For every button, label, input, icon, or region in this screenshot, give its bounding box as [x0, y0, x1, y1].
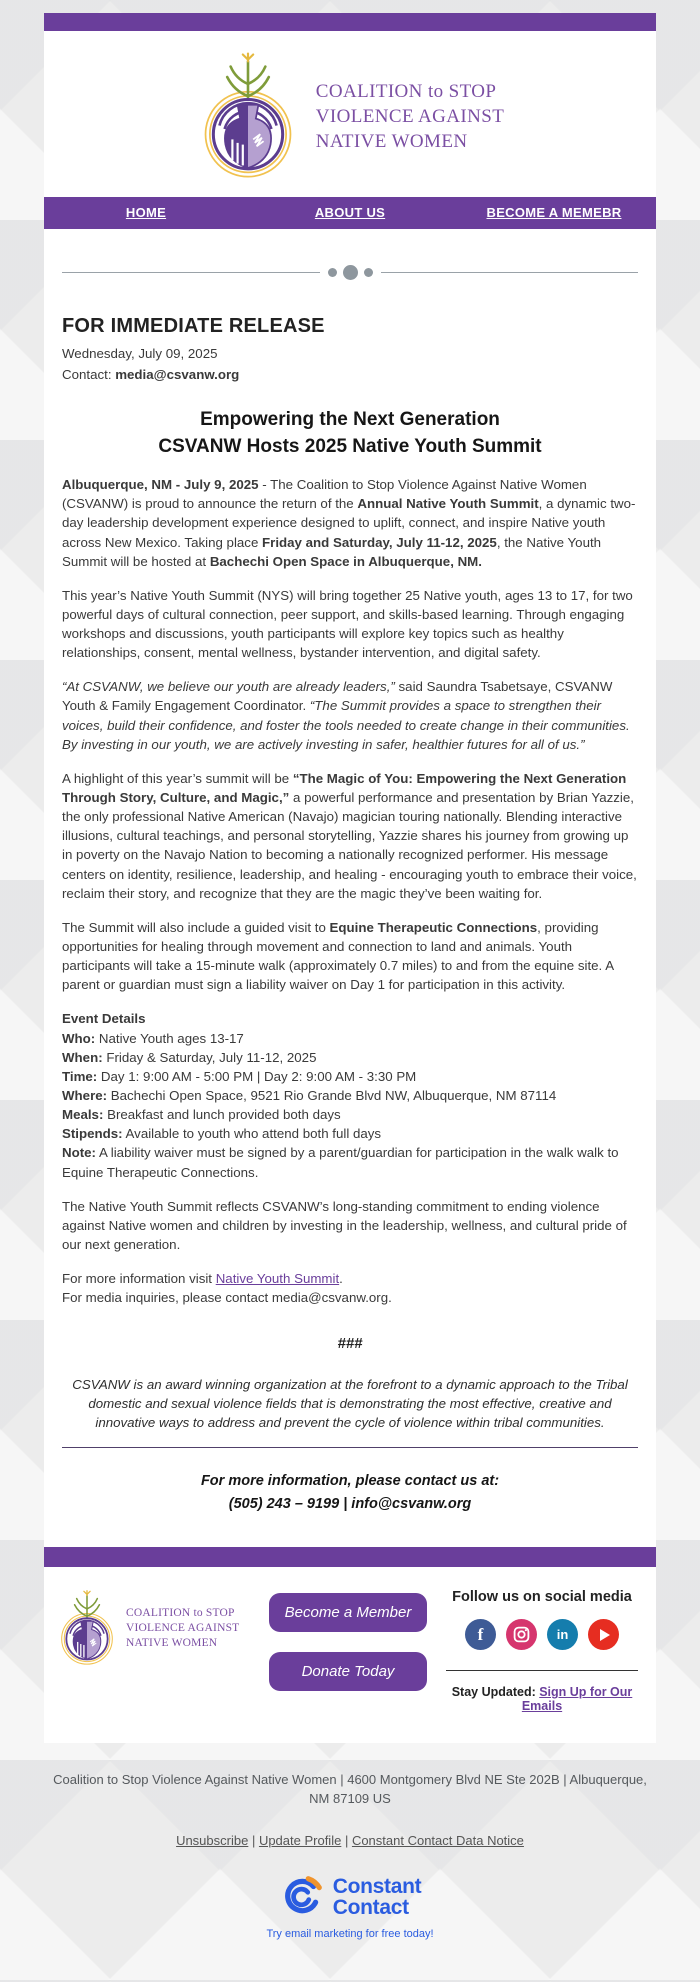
footer-section — [44, 1567, 656, 1743]
contact-block — [62, 1470, 638, 1541]
event-detail-note: Note: A liability waiver must be signed by a parent/guardian for participation in the walk walk to Equine Therapeutic Connections. — [62, 1145, 619, 1180]
paragraph-intro: Albuquerque, NM - July 9, 2025 - The Coalition to Stop Violence Against Native Women (CSVANW) is proud to announce the return of the Annual Native Youth Summit, a dynamic two-day leadership development experience designed to uplift, connect, and inspire Native youth across New Mexico. Taking place Friday and Saturday, July 11-12, 2025, the Native Youth Summit will be hosted at Bachechi Open Space in Albuquerque, NM. — [62, 477, 636, 569]
nav-home[interactable]: HOME — [125, 205, 167, 220]
dots-divider — [62, 265, 638, 280]
release-title — [62, 406, 638, 460]
linkedin-icon[interactable]: in — [547, 1619, 578, 1650]
csvanw-logo-emblem — [196, 47, 300, 185]
nav-bar — [44, 197, 656, 229]
nav-about-us[interactable]: ABOUT US — [314, 205, 386, 220]
footer-accent-bar — [44, 1547, 656, 1567]
event-detail-stipends: Stipends: Available to youth who attend both full days — [62, 1126, 382, 1142]
inline-link[interactable]: Native Youth Summit — [215, 1271, 340, 1287]
signup-emails-link[interactable]: Sign Up for Our Emails — [521, 1685, 633, 1714]
event-detail-meals: Meals: Breakfast and lunch provided both days — [62, 1107, 341, 1123]
cc-tagline: Try email marketing for free today! — [266, 1928, 434, 1941]
facebook-icon[interactable]: f — [465, 1619, 496, 1650]
release-title-line-2: CSVANW Hosts 2025 Native Youth Summit — [158, 436, 542, 458]
csvanw-logo[interactable] — [196, 47, 504, 185]
footer-logo[interactable] — [56, 1587, 264, 1669]
event-detail-who: Who: Native Youth ages 13-17 — [62, 1030, 244, 1046]
social-icons — [446, 1619, 638, 1650]
inline-link[interactable]: Unsubscribe — [176, 1833, 249, 1849]
instagram-icon[interactable] — [506, 1619, 537, 1650]
nav-become-a-member[interactable]: BECOME A MEMEBR — [486, 205, 622, 220]
csvanw-logo-text — [316, 79, 504, 154]
constant-contact-wordmark — [333, 1876, 422, 1918]
constant-contact-logo[interactable] — [20, 1874, 680, 1920]
release-title-line-1: Empowering the Next Generation — [200, 409, 500, 431]
stay-updated-label: Stay Updated: — [451, 1685, 540, 1700]
social-title: Follow us on social media — [452, 1589, 632, 1606]
social-rule — [446, 1670, 638, 1671]
footer-social — [432, 1587, 644, 1713]
paragraph-commitment: The Native Youth Summit reflects CSVANW’s long-standing commitment to ending violence against Native women and children by investing in the leadership, wellness, and cultural pride of our next generation. — [62, 1198, 627, 1252]
contact-divider-rule — [62, 1447, 638, 1448]
footer-logo-text — [126, 1606, 239, 1651]
event-details — [62, 1009, 638, 1181]
compliance-footer — [0, 1743, 700, 1982]
cc-word-2: Contact — [332, 1896, 409, 1920]
end-marker: ### — [337, 1335, 363, 1353]
logo-line-2: VIOLENCE AGAINST — [315, 105, 505, 127]
release-date: Wednesday, July 09, 2025 — [62, 345, 218, 361]
footer-logo-line-2: VIOLENCE AGAINST — [126, 1621, 240, 1634]
csvanw-logo-emblem-small — [56, 1587, 118, 1669]
top-accent-bar — [44, 13, 656, 31]
logo-line-3: NATIVE WOMEN — [315, 130, 468, 152]
paragraph-equine: The Summit will also include a guided visit to Equine Therapeutic Connections, providing opportunities for healing through movement and connection to land and animals. Youth participants will take a 15-minute walk (approximately 0.7 miles) to and from the equine site. A parent or guardian must sign a liability waiver on Day 1 for participation in this activity. — [62, 919, 614, 993]
paragraph-highlight: A highlight of this year’s summit will be “The Magic of You: Empowering the Next Generation Through Story, Culture, and Magic,” a powerful performance and presentation by Brian Yazzie, the only professional Native American (Navajo) magician touring nationally. Blending interactive illusions, cultural teachings, and personal storytelling, Yazzie shares his journey from growing up in poverty on the Navajo Nation to becoming a nationally recognized performer. His message centers on identity, resilience, leadership, and healing - encouraging youth to embrace their voice, reclaim their story, and recognize that they are the magic they’ve been waiting for. — [62, 770, 637, 901]
media-inquiries-line: For media inquiries, please contact media@csvanw.org. — [62, 1290, 392, 1306]
divider-dots — [328, 265, 373, 280]
contact-block-line-1: For more information, please contact us at: — [200, 1473, 500, 1490]
contact-block-line-2: (505) 243 – 9199 | info@csvanw.org — [228, 1495, 472, 1512]
unsubscribe-row: Unsubscribe | Update Profile | Constant Contact Data Notice — [176, 1833, 524, 1849]
org-address: Coalition to Stop Violence Against Native Women | 4600 Montgomery Blvd NE Ste 202B | Albuquerque, NM 87109 US — [53, 1772, 647, 1807]
become-a-member-button[interactable]: Become a Member — [269, 1593, 427, 1632]
youtube-icon[interactable] — [588, 1619, 619, 1650]
about-csvanw: CSVANW is an award winning organization at the forefront to a dynamic approach to the Tribal domestic and sexual violence fields that is demonstrating the most effective, creative and innovative ways to address and prevent the cycle of violence within tribal communities. — [72, 1377, 628, 1431]
event-details-heading: Event Details — [62, 1011, 146, 1027]
footer-logo-line-3: NATIVE WOMEN — [126, 1636, 218, 1649]
footer-logo-line-1: COALITION to STOP — [126, 1606, 235, 1619]
footer-buttons — [264, 1593, 432, 1691]
event-detail-time: Time: Day 1: 9:00 AM - 5:00 PM | Day 2: 9:00 AM - 3:30 PM — [62, 1068, 417, 1084]
stay-updated — [446, 1685, 638, 1713]
event-detail-where: Where: Bachechi Open Space, 9521 Rio Grande Blvd NW, Albuquerque, NM 87114 — [62, 1088, 557, 1104]
cc-word-1: Constant — [332, 1875, 422, 1899]
release-contact: Contact: media@csvanw.org — [62, 366, 240, 382]
constant-contact-mark-icon — [279, 1874, 325, 1920]
header-logo-section — [44, 31, 656, 197]
event-detail-when: When: Friday & Saturday, July 11-12, 2025 — [62, 1049, 317, 1065]
release-kicker: FOR IMMEDIATE RELEASE — [62, 315, 325, 337]
paragraph-quote: “At CSVANW, we believe our youth are already leaders,” said Saundra Tsabetsaye, CSVANW Youth & Family Engagement Coordinator. “The Summit provides a space to strengthen their voices, build their confidence, and foster the tools needed to create change in their communities. By investing in our youth, we are actively investing in safer, healthier futures for all of us.” — [62, 679, 630, 752]
donate-today-button[interactable]: Donate Today — [269, 1652, 427, 1691]
more-info-block — [62, 1269, 638, 1307]
paragraph-overview: This year’s Native Youth Summit (NYS) will bring together 25 Native youth, ages 13 to 17, for two powerful days of cultural connection, peer support, and skills-based learning. Through engaging workshops and discussions, youth participants will explore key topics such as healthy relationships, consent, mental wellness, bystander intervention, and digital safety. — [62, 587, 633, 661]
instagram-glyph — [513, 1626, 530, 1643]
youtube-play-glyph — [600, 1629, 610, 1641]
inline-link[interactable]: Update Profile — [258, 1833, 342, 1849]
more-info-line: For more information visit Native Youth Summit. — [62, 1271, 343, 1287]
email-container — [44, 13, 656, 1743]
inline-link[interactable]: Constant Contact Data Notice — [351, 1833, 524, 1849]
press-release-body — [44, 265, 656, 1547]
logo-line-1: COALITION to STOP — [315, 80, 497, 102]
